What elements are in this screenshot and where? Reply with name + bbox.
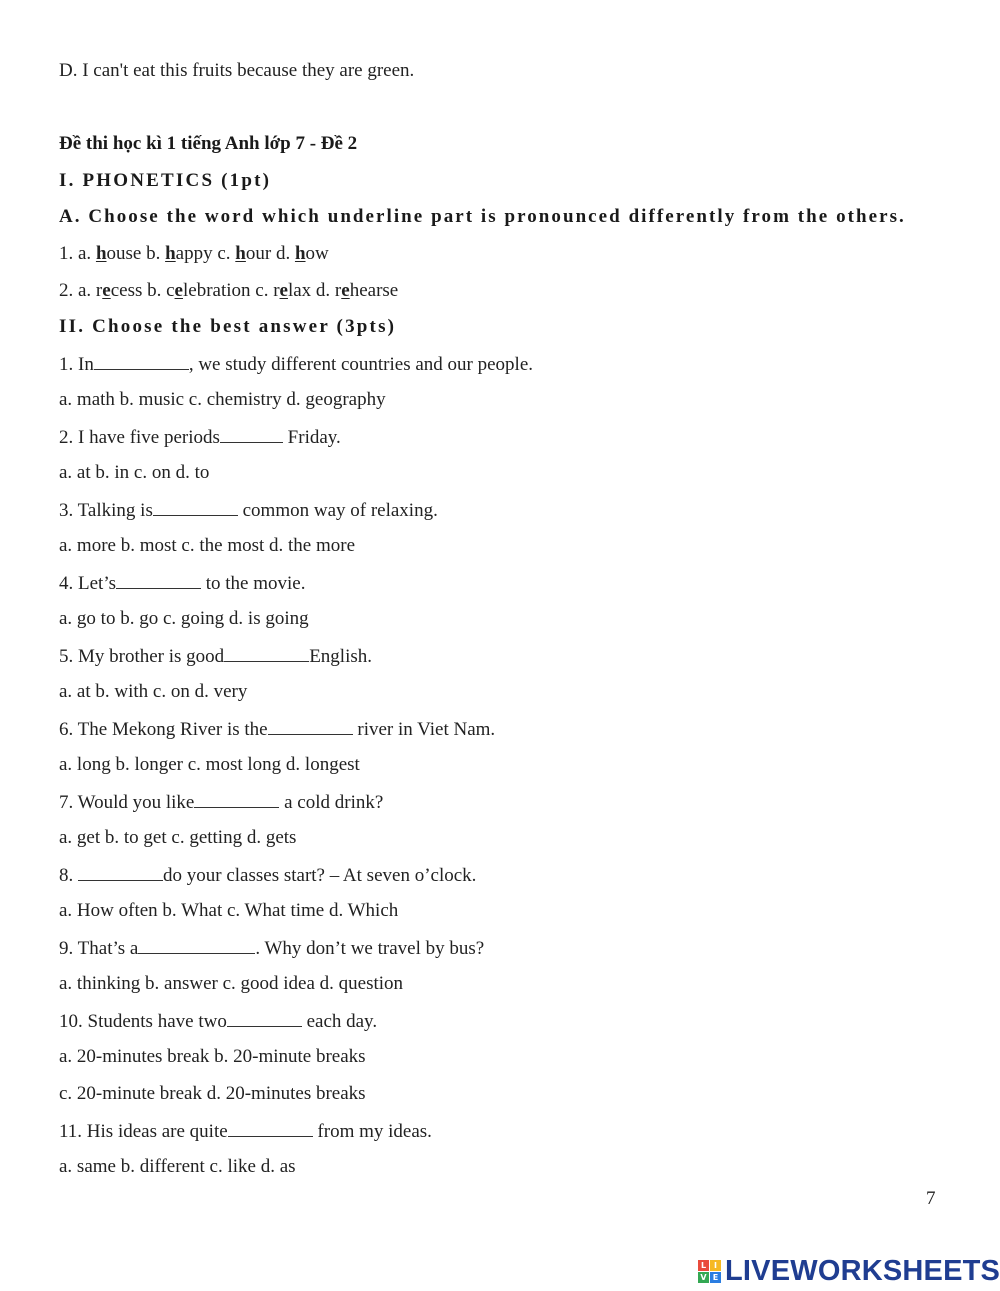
page-number: 7 [926,1188,936,1209]
question-10-options: a. 20-minutes break b. 20-minute breaks [59,1046,366,1067]
logo-block: L [698,1260,709,1271]
answer-blank[interactable] [94,352,189,370]
logo-block: E [710,1272,721,1283]
question-10-options-2: c. 20-minute break d. 20-minutes breaks [59,1083,366,1104]
answer-blank[interactable] [153,498,238,516]
phonetics-question-1: 1. a. house b. happy c. hour d. how [59,243,329,264]
intro-line: D. I can't eat this fruits because they are green. [59,60,415,81]
answer-blank[interactable] [268,717,353,735]
question-8: 8. do your classes start? – At seven o’clock. [59,865,477,886]
question-4: 4. Let’s to the movie. [59,573,306,594]
question-5-options: a. at b. with c. on d. very [59,681,248,702]
answer-blank[interactable] [228,1119,313,1137]
question-6-options: a. long b. longer c. most long d. longest [59,754,360,775]
phonetics-question-2: 2. a. recess b. celebration c. relax d. rehearse [59,280,399,301]
question-2-options: a. at b. in c. on d. to [59,462,210,483]
question-6: 6. The Mekong River is the river in Viet Nam. [59,719,496,740]
logo-text: LIVEWORKSHEETS [725,1254,1000,1287]
best-answer-heading: II. Choose the best answer (3pts) [59,316,397,337]
question-4-options: a. go to b. go c. going d. is going [59,608,309,629]
question-10: 10. Students have two each day. [59,1011,378,1032]
question-8-options: a. How often b. What c. What time d. Which [59,900,399,921]
answer-blank[interactable] [194,790,279,808]
logo-block: V [698,1272,709,1283]
question-1-options: a. math b. music c. chemistry d. geography [59,389,386,410]
question-11: 11. His ideas are quite from my ideas. [59,1121,432,1142]
question-5: 5. My brother is good English. [59,646,372,667]
answer-blank[interactable] [227,1009,302,1027]
phonetics-instruction: A. Choose the word which underline part is pronounced differently from the others. [59,206,906,227]
answer-blank[interactable] [220,425,283,443]
question-9: 9. That’s a . Why don’t we travel by bus? [59,938,485,959]
answer-blank[interactable] [224,644,309,662]
logo-blocks-icon [698,1260,721,1283]
question-7-options: a. get b. to get c. getting d. gets [59,827,297,848]
liveworksheets-logo[interactable] [698,1255,1000,1287]
question-11-options: a. same b. different c. like d. as [59,1156,296,1177]
logo-block: I [710,1260,721,1271]
question-1: 1. In , we study different countries and our people. [59,354,534,375]
question-9-options: a. thinking b. answer c. good idea d. question [59,973,404,994]
phonetics-heading: I. PHONETICS (1pt) [59,170,272,191]
answer-blank[interactable] [138,936,255,954]
question-3: 3. Talking is common way of relaxing. [59,500,438,521]
question-2: 2. I have five periods Friday. [59,427,341,448]
answer-blank[interactable] [116,571,201,589]
question-7: 7. Would you like a cold drink? [59,792,384,813]
answer-blank[interactable] [78,863,163,881]
question-3-options: a. more b. most c. the most d. the more [59,535,356,556]
exam-title: Đề thi học kì 1 tiếng Anh lớp 7 - Đề 2 [59,133,358,154]
